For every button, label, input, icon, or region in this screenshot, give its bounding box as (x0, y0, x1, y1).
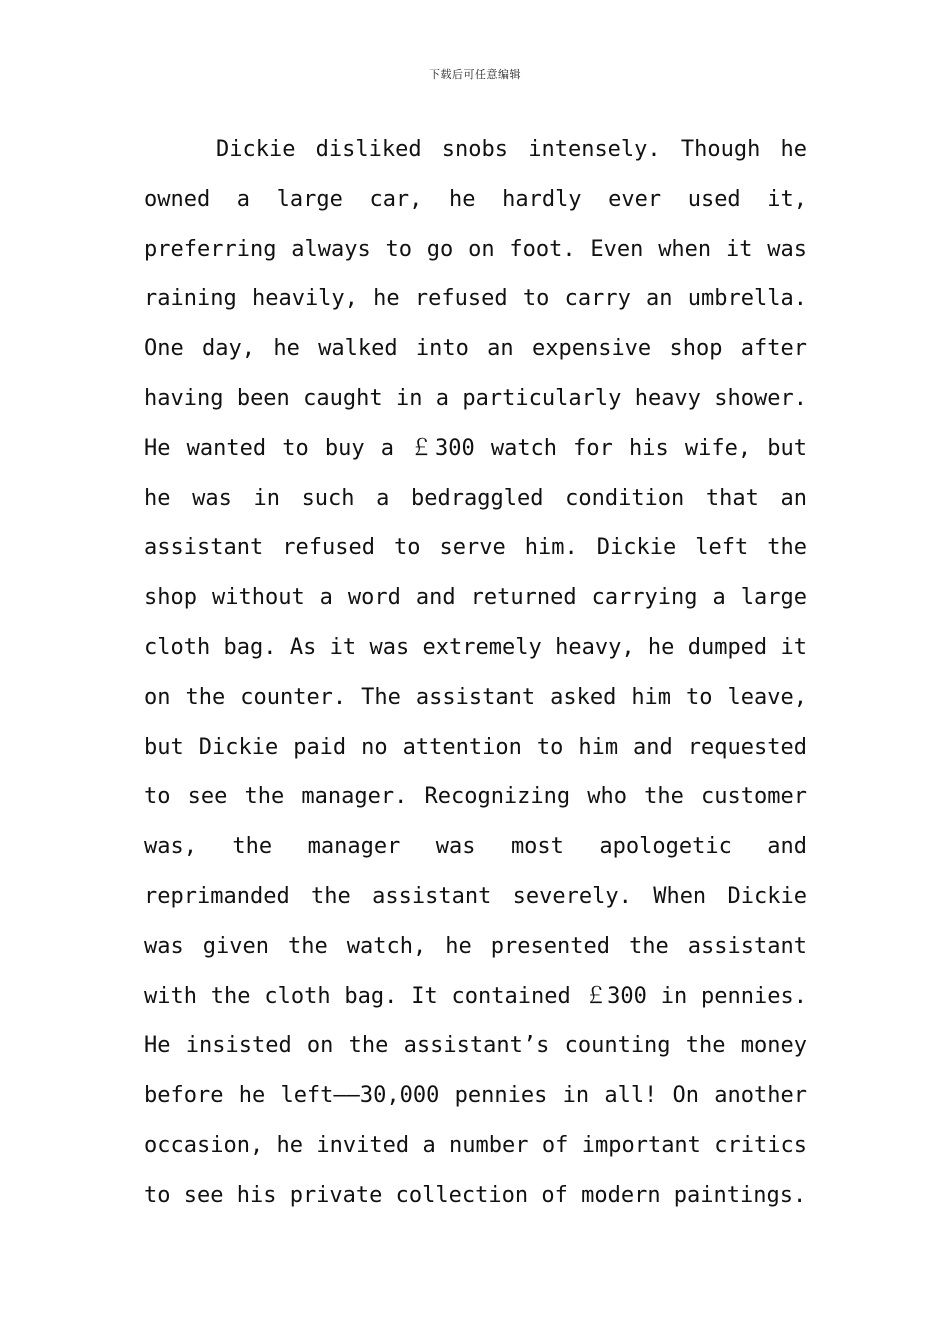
body-paragraph: Dickie disliked snobs intensely. Though he owned a large car, he hardly ever used it, preferring always to go on foot. Even when it was raining heavily, he refused to carry an umbrella. One day, he walked into an expensive shop after having been caught in a particularly heavy shower. He wanted to buy a ￡300 watch for his wife, but he was in such a bedraggled condition that an assistant refused to serve him. Dickie left the shop without a word and returned carrying a large cloth bag. As it was extremely heavy, he dumped it on the counter. The assistant asked him to leave, but Dickie paid no attention to him and requested to see the manager. Recognizing who the customer was, the manager was most apologetic and reprimanded the assistant severely. When Dickie was given the watch, he presented the assistant with the cloth bag. It contained ￡300 in pennies. He insisted on the assistant’s counting the money before he left——30,000 pennies in all! On another occasion, he invited a number of important critics to see his private collection of modern paintings. (144, 137, 807, 1208)
page-header: 下载后可任意编辑 (429, 68, 521, 81)
